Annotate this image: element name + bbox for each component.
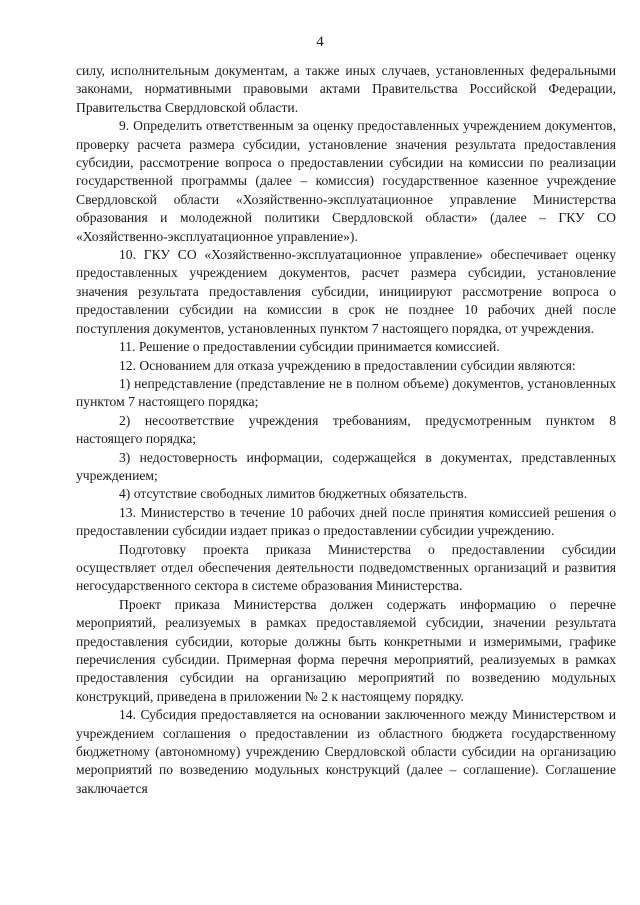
paragraph-subitem-1: 1) непредставление (представление не в полном объеме) документов, установленных пунктом 7 настоящего порядка; — [76, 375, 616, 410]
paragraph-order-content: Проект приказа Министерства должен содержать информацию о перечне мероприятий, реализуемых в рамках предоставляемой субсидии, значении результата предоставления субсидии, которые должны быть конкретными и измеримыми, графике перечисления субсидии. Примерная форма перечня мероприятий, реализуемых в рамках предоставления субсидии на организацию мероприятий по возведению модульных конструкций, приведена в приложении № 2 к настоящему порядку. — [76, 596, 616, 704]
paragraph-item-14: 14. Субсидия предоставляется на основании заключенного между Министерством и учреждением соглашения о предоставлении из областного бюджета государственному бюджетному (автономному) учреждению Свердловской области субсидии на организацию мероприятий по возведению модульных конструкций (далее – соглашение). Соглашение заключается — [76, 707, 616, 796]
paragraph-continuation: силу, исполнительным документам, а также иных случаев, установленных федеральными законами, нормативными правовыми актами Правительства Российской Федерации, Правительства Свердловской области. — [76, 63, 616, 115]
paragraph-item-13: 13. Министерство в течение 10 рабочих дней после принятия комиссией решения о предоставлении субсидии издает приказ о предоставлении субсидии учреждению. — [76, 504, 616, 539]
paragraph-item-10: 10. ГКУ СО «Хозяйственно-эксплуатационное управление» обеспечивает оценку предоставленных учреждением документов, расчет размера субсидии, установление значения результата предоставления субсидии, инициируют рассмотрение вопроса о предоставлении субсидии на комиссии в срок не позднее 10 рабочих дней после поступления документов, установленных пунктом 7 настоящего порядка, от учреждения. — [76, 247, 616, 336]
paragraph-subitem-2: 2) несоответствие учреждения требованиям, предусмотренным пунктом 8 настоящего порядка; — [76, 412, 616, 447]
document-body — [76, 62, 616, 798]
paragraph-subitem-4: 4) отсутствие свободных лимитов бюджетных обязательств. — [119, 486, 468, 502]
paragraph-order-preparation: Подготовку проекта приказа Министерства о предоставлении субсидии осуществляет отдел обеспечения деятельности подведомственных организаций и развития негосударственного сектора в системе образования Министерства. — [76, 541, 616, 594]
paragraph-item-11: 11. Решение о предоставлении субсидии принимается комиссией. — [119, 339, 500, 355]
page-number: 4 — [316, 34, 324, 50]
paragraph-subitem-3: 3) недостоверность информации, содержащейся в документах, представленных учреждением; — [76, 449, 616, 483]
paragraph-item-9: 9. Определить ответственным за оценку предоставленных учреждением документов, проверку расчета размера субсидии, установление значения результата предоставления субсидии, рассмотрение вопроса о предоставлении субсидии на комиссии по реализации государственной программы (далее – комиссия) государственное казенное учреждение Свердловской области «Хозяйственно-эксплуатационное управление Министерства образования и молодежной политики Свердловской области» (далее – ГКУ СО «Хозяйственно-эксплуатационное управление»). — [76, 118, 616, 244]
paragraph-item-12: 12. Основанием для отказа учреждению в предоставлении субсидии являются: — [119, 357, 576, 373]
